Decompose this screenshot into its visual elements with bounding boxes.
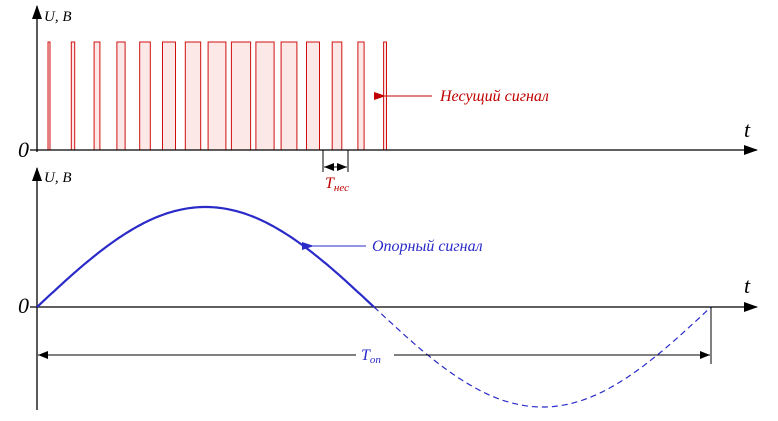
carrier-pulse xyxy=(332,42,342,150)
carrier-pulse xyxy=(117,42,125,150)
carrier-period-sub: нес xyxy=(333,182,349,194)
carrier-period-label xyxy=(325,175,349,194)
carrier-pulse-train xyxy=(48,42,387,150)
reference-sine-negative-half xyxy=(374,307,711,407)
carrier-pulse xyxy=(185,42,200,150)
carrier-pulse xyxy=(281,42,297,150)
carrier-pulse xyxy=(163,42,176,150)
bottom-origin-label: 0 xyxy=(18,293,29,318)
carrier-pulse xyxy=(71,42,74,150)
bottom-y-axis-label: U, B xyxy=(44,170,72,186)
carrier-label: Несущий сигнал xyxy=(440,88,549,105)
carrier-pulse xyxy=(358,42,364,150)
reference-sine-positive-half xyxy=(37,207,374,307)
carrier-pulse xyxy=(94,42,100,150)
carrier-pulse xyxy=(307,42,320,150)
reference-plot xyxy=(18,168,757,410)
carrier-pulse xyxy=(48,42,50,150)
carrier-period-main: T xyxy=(325,175,334,192)
carrier-plot xyxy=(18,6,757,194)
top-y-axis-label: U, B xyxy=(44,9,72,25)
reference-period-sub: оп xyxy=(369,354,381,366)
reference-period-main: T xyxy=(361,347,370,364)
reference-label: Опорный сигнал xyxy=(372,238,483,255)
bottom-x-axis-label: t xyxy=(744,273,751,298)
carrier-pulse xyxy=(231,42,250,150)
carrier-pulse xyxy=(208,42,226,150)
carrier-pulse xyxy=(140,42,151,150)
top-origin-label: 0 xyxy=(18,137,29,162)
carrier-pulse xyxy=(256,42,274,150)
top-x-axis-label: t xyxy=(744,117,751,142)
